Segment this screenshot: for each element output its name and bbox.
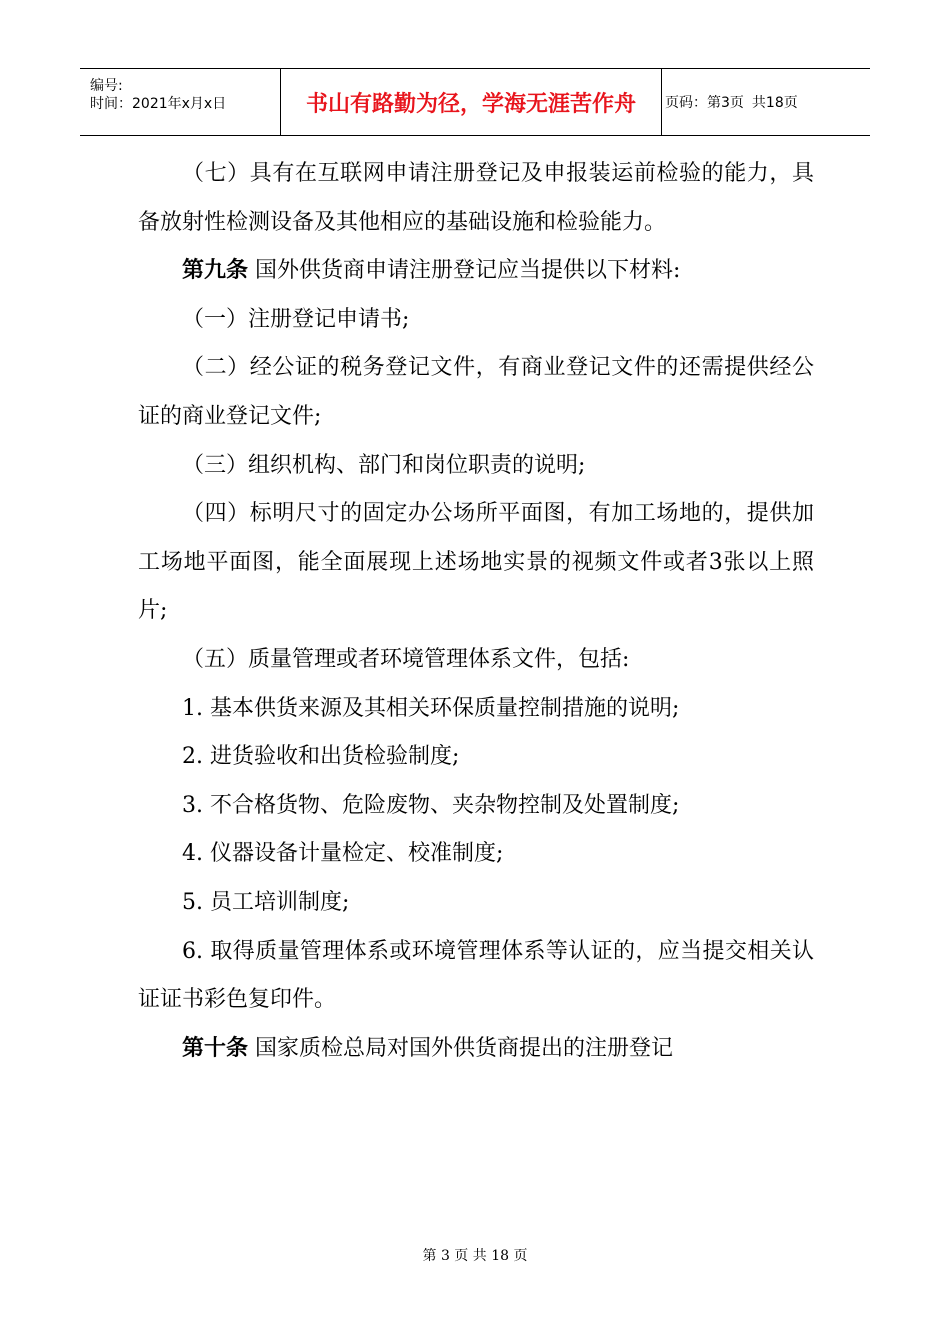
sub-list-item: 5. 员工培训制度; [182, 889, 350, 915]
sub-list-item: 4. 仪器设备计量检定、校准制度; [182, 841, 504, 867]
sub-list-item: 1. 基本供货来源及其相关环保质量控制措施的说明; [182, 695, 680, 721]
list-item: （四）标明尺寸的固定办公场所平面图，有加工场地的，提供加工场地平面图，能全面展现上述场地实景的视频文件或者3张以上照片; [138, 501, 814, 624]
article-10-title: 第十条 [182, 1035, 249, 1061]
article-9-text: 国外供货商申请注册登记应当提供以下材料: [248, 258, 681, 284]
header-page-number: 页码：第3页 [665, 95, 744, 111]
document-date: 时间：2021年x月x日 [90, 96, 227, 112]
document-code: 编号: [90, 78, 123, 94]
article-10-text: 国家质检总局对国外供货商提出的注册登记 [248, 1035, 674, 1061]
header-meta [80, 69, 281, 135]
article-10 [138, 1025, 814, 1074]
motto-text: 书山有路勤为径，学海无涯苦作舟 [305, 91, 636, 117]
sub-list-item: 3. 不合格货物、危险废物、夹杂物控制及处置制度; [182, 792, 680, 818]
document-body [138, 150, 814, 1073]
page-footer: 第 3 页 共 18 页 [422, 1248, 528, 1264]
header-page-info [665, 69, 870, 135]
article-9 [138, 247, 814, 296]
list-item: （五）质量管理或者环境管理体系文件，包括: [182, 646, 630, 672]
sub-list-item: 2. 进货验收和出货检验制度; [182, 744, 460, 770]
list-item: （三）组织机构、部门和岗位职责的说明; [182, 452, 586, 478]
sub-list-item: 6. 取得质量管理体系或环境管理体系等认证的，应当提交相关认证证书彩色复印件。 [138, 938, 814, 1013]
list-item: （一）注册登记申请书; [182, 306, 410, 332]
article-9-title: 第九条 [182, 258, 249, 284]
paragraph-item-7: （七）具有在互联网申请注册登记及申报装运前检验的能力，具备放射性检测设备及其他相应的基础设施和检验能力。 [138, 161, 814, 235]
header-motto [281, 69, 662, 135]
header-page-total: 共18页 [751, 95, 798, 111]
page-header [80, 68, 870, 136]
list-item: （二）经公证的税务登记文件，有商业登记文件的还需提供经公证的商业登记文件; [138, 355, 814, 429]
